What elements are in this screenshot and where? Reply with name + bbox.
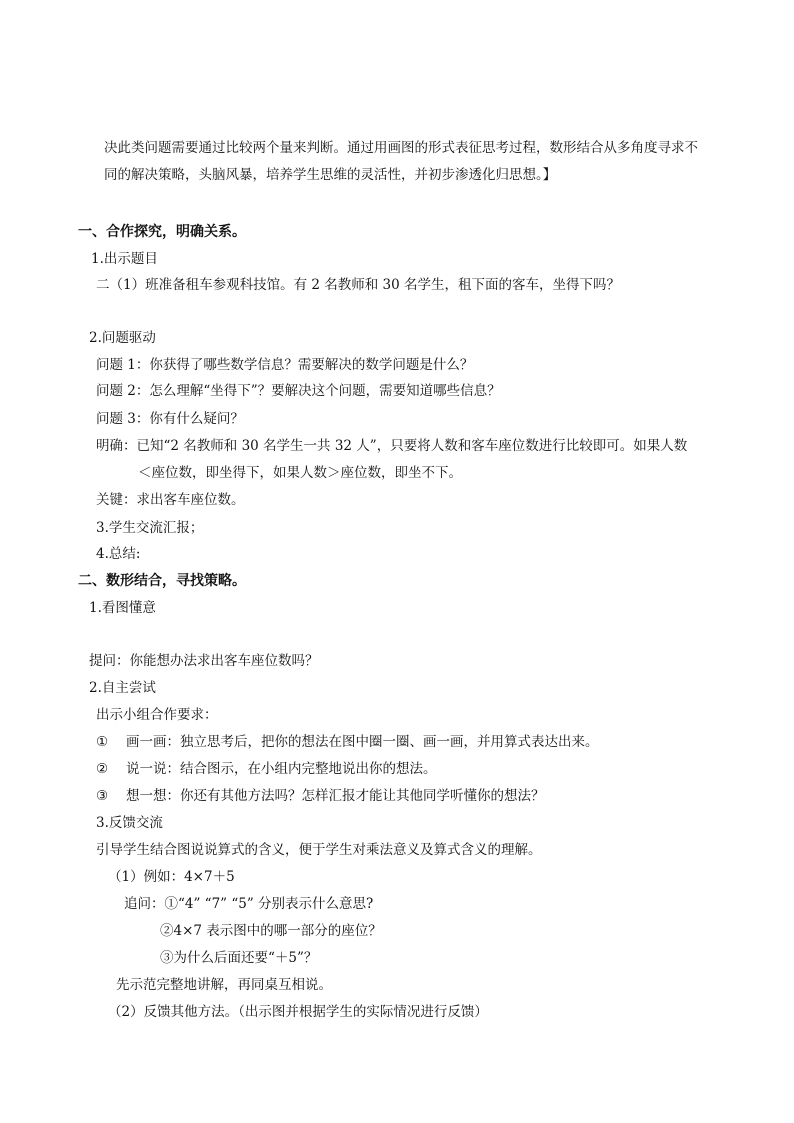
guide-text: 引导学生结合图说说算式的含义，便于学生对乘法意义及算式含义的理解。	[96, 842, 542, 858]
req-2-number: ②	[96, 761, 109, 777]
section-1-heading: 一、合作探究，明确关系。	[78, 224, 246, 240]
s1-item-3-title: 3.学生交流汇报；	[96, 520, 204, 536]
clarify-line-2: ＜座位数，即坐得下，如果人数＞座位数，即坐不下。	[138, 465, 462, 481]
req-3-number: ③	[96, 788, 109, 804]
req-2-text: 说一说：结合图示，在小组内完整地说出你的想法。	[126, 761, 437, 777]
s1-item-1-title: 1.出示题目	[91, 251, 158, 267]
s2-item-2-title: 2.自主尝试	[89, 680, 156, 696]
section-2-heading: 二、数形结合，寻找策略。	[78, 573, 246, 589]
model-explanation: 先示范完整地讲解，再同桌互相说。	[116, 977, 332, 993]
example-2: （2）反馈其他方法。（出示图并根据学生的实际情况进行反馈）	[108, 1004, 488, 1020]
follow-up-3: ③为什么后面还要“＋5”？	[160, 950, 318, 966]
s1-item-4-title: 4.总结:	[96, 546, 141, 562]
clarify-line-1: 明确：已知“2 名教师和 30 名学生一共 32 人”，只要将人数和客车座位数进行比较即可。如果人数	[96, 438, 688, 454]
ask-question: 提问：你能想办法求出客车座位数吗？	[89, 653, 319, 669]
example-1: （1）例如：4×7＋5	[108, 869, 235, 885]
follow-up-2: ②4×7 表示图中的哪一部分的座位？	[160, 923, 382, 939]
question-1: 问题 1：你获得了哪些数学信息？需要解决的数学问题是什么？	[96, 357, 474, 373]
question-2: 问题 2：怎么理解“坐得下”？要解决这个问题，需要知道哪些信息？	[96, 383, 501, 399]
req-3-text: 想一想：你还有其他方法吗？怎样汇报才能让其他同学听懂你的想法？	[126, 788, 545, 804]
follow-up-1: 追问：①“4” “7” “5” 分别表示什么意思?	[124, 896, 374, 912]
req-1-text: 画一画：独立思考后，把你的想法在图中圈一圈、画一画，并用算式表达出来。	[126, 734, 599, 750]
s1-problem-text: 二（1）班准备租车参观科技馆。有 2 名教师和 30 名学生，租下面的客车，坐得下吗？	[96, 277, 621, 293]
key-point: 关键：求出客车座位数。	[96, 492, 245, 508]
req-1-number: ①	[96, 734, 109, 750]
intro-line-2: 同的解决策略，头脑风暴，培养学生思维的灵活性，并初步渗透化归思想。】	[104, 167, 557, 183]
s2-item-3-title: 3.反馈交流	[96, 815, 163, 831]
intro-line-1: 决此类问题需要通过比较两个量来判断。通过用画图的形式表征思考过程，数形结合从多角度寻求不	[104, 140, 698, 156]
s2-item-1-title: 1.看图懂意	[89, 600, 156, 616]
question-3: 问题 3：你有什么疑问？	[96, 411, 244, 427]
group-requirements: 出示小组合作要求：	[96, 707, 218, 723]
s1-item-2-title: 2.问题驱动	[89, 330, 156, 346]
